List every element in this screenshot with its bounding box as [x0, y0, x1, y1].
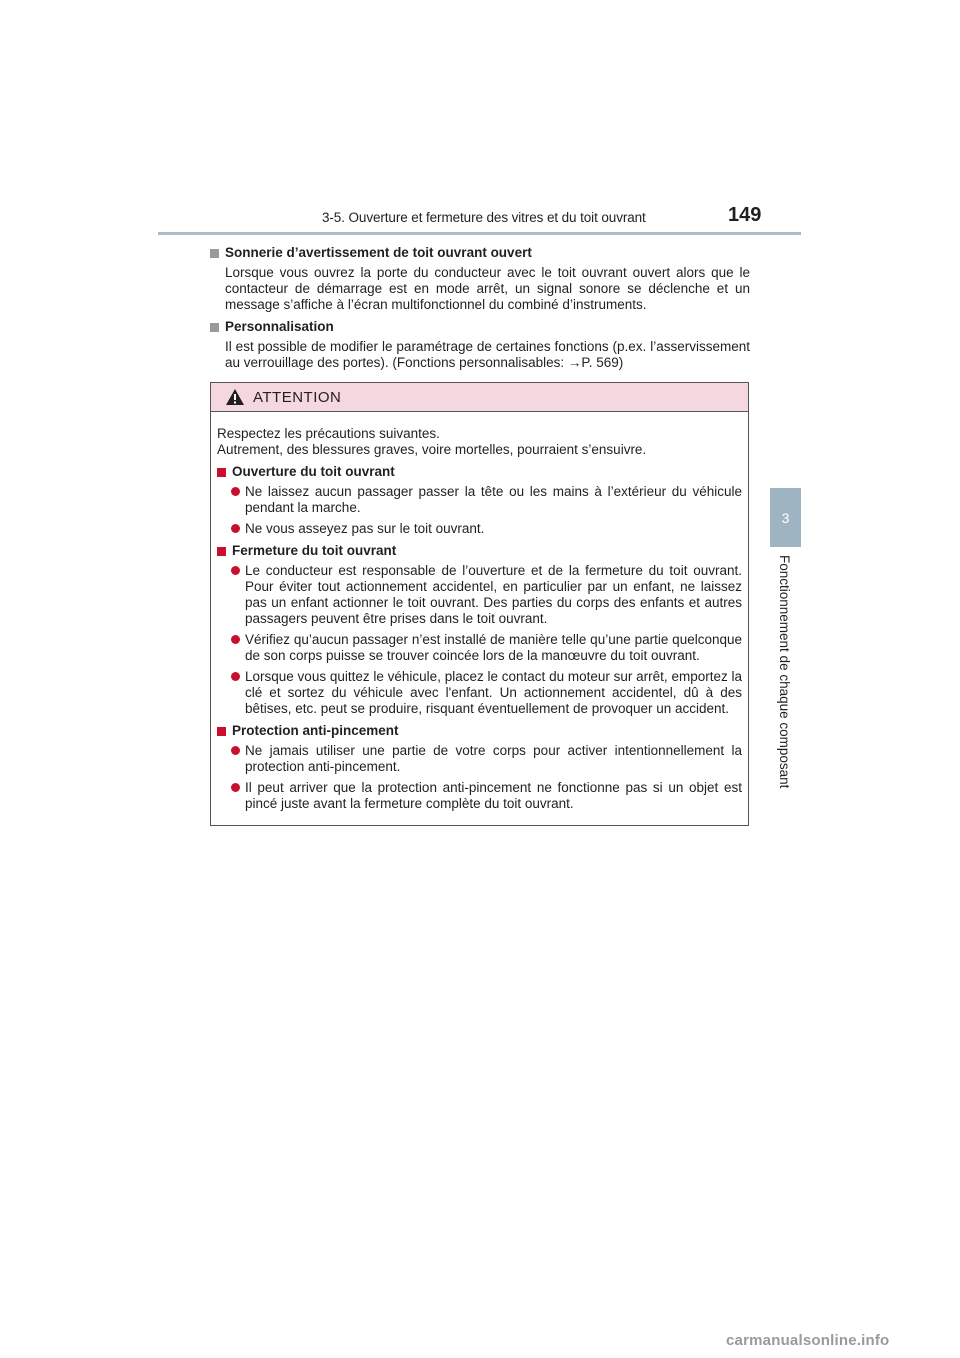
red-square-icon [217, 727, 226, 736]
warning-triangle-icon [225, 388, 245, 406]
main-content [210, 244, 750, 376]
warning-bullet: Il peut arriver que la protection anti-pincement ne fonctionne pas si un objet est pincé juste avant la fermeture complète du toit ouvrant. [231, 780, 742, 812]
warning-group-heading: Fermeture du toit ouvrant [232, 543, 397, 558]
header-rule [158, 232, 801, 235]
warning-box [210, 382, 749, 826]
red-bullet-icon [231, 566, 240, 575]
red-square-icon [217, 468, 226, 477]
section-personnalisation [210, 318, 750, 371]
red-bullet-icon [231, 783, 240, 792]
section-heading: Personnalisation [225, 319, 334, 334]
warning-bullet: Le conducteur est responsable de l’ouverture et de la fermeture du toit ouvrant. Pour éviter tout actionnement accidentel, en particulier par un enfant, ne laissez pas un enfant actionner le toit ouvrant. Des parties du corps des enfants et autres passagers peuvent être prises dans le toit ouvrant. [231, 563, 742, 627]
warning-group-heading: Protection anti-pincement [232, 723, 399, 738]
gray-square-icon [210, 323, 219, 332]
warning-bullet: Ne vous asseyez pas sur le toit ouvrant. [231, 521, 742, 537]
red-bullet-icon [231, 746, 240, 755]
red-bullet-icon [231, 487, 240, 496]
warning-bullet: Vérifiez qu’aucun passager n’est installé de manière telle qu’une partie quelconque de son corps puisse se trouver coincée lors de la manœuvre du toit ouvrant. [231, 632, 742, 664]
footer-watermark: carmanualsonline.info [726, 1332, 890, 1349]
chapter-tab[interactable]: 3 [770, 488, 801, 547]
red-bullet-icon [231, 524, 240, 533]
chapter-side-label: Fonctionnement de chaque composant [777, 555, 792, 789]
warning-bullet: Ne jamais utiliser une partie de votre corps pour activer intentionnellement la protection anti-pincement. [231, 743, 742, 775]
section-heading: Sonnerie d’avertissement de toit ouvrant ouvert [225, 245, 532, 260]
warning-group-heading: Ouverture du toit ouvrant [232, 464, 395, 479]
section-text: Il est possible de modifier le paramétrage de certaines fonctions (p.ex. l’asservissement au verrouillage des portes). (Fonctions personnalisables: →P. 569) [225, 339, 750, 370]
warning-title: ATTENTION [253, 388, 342, 406]
warning-intro-line-1: Respectez les précautions suivantes. [217, 426, 440, 441]
section-sonnerie [210, 244, 750, 313]
red-square-icon [217, 547, 226, 556]
warning-bullet: Lorsque vous quittez le véhicule, placez le contact du moteur sur arrêt, emportez la clé et sortez du véhicule avec l'enfant. Un actionnement accidentel, dû à des bêtises, etc. peut se produire, risquant éventuellement de provoquer un accident. [231, 669, 742, 717]
gray-square-icon [210, 249, 219, 258]
warning-body [211, 412, 748, 812]
red-bullet-icon [231, 635, 240, 644]
warning-header [211, 383, 748, 412]
red-bullet-icon [231, 672, 240, 681]
warning-bullet: Ne laissez aucun passager passer la tête ou les mains à l’extérieur du véhicule pendant la marche. [231, 484, 742, 516]
warning-intro-line-2: Autrement, des blessures graves, voire mortelles, pourraient s’ensuivre. [217, 442, 647, 457]
page-number: 149 [728, 204, 762, 226]
section-text: Lorsque vous ouvrez la porte du conducteur avec le toit ouvrant ouvert alors que le contacteur de démarrage est en mode arrêt, un signal sonore se déclenche et un message s’affiche à l’écran multifonctionnel du combiné d’instruments. [225, 265, 750, 312]
header-title: 3-5. Ouverture et fermeture des vitres et du toit ouvrant [322, 210, 646, 225]
